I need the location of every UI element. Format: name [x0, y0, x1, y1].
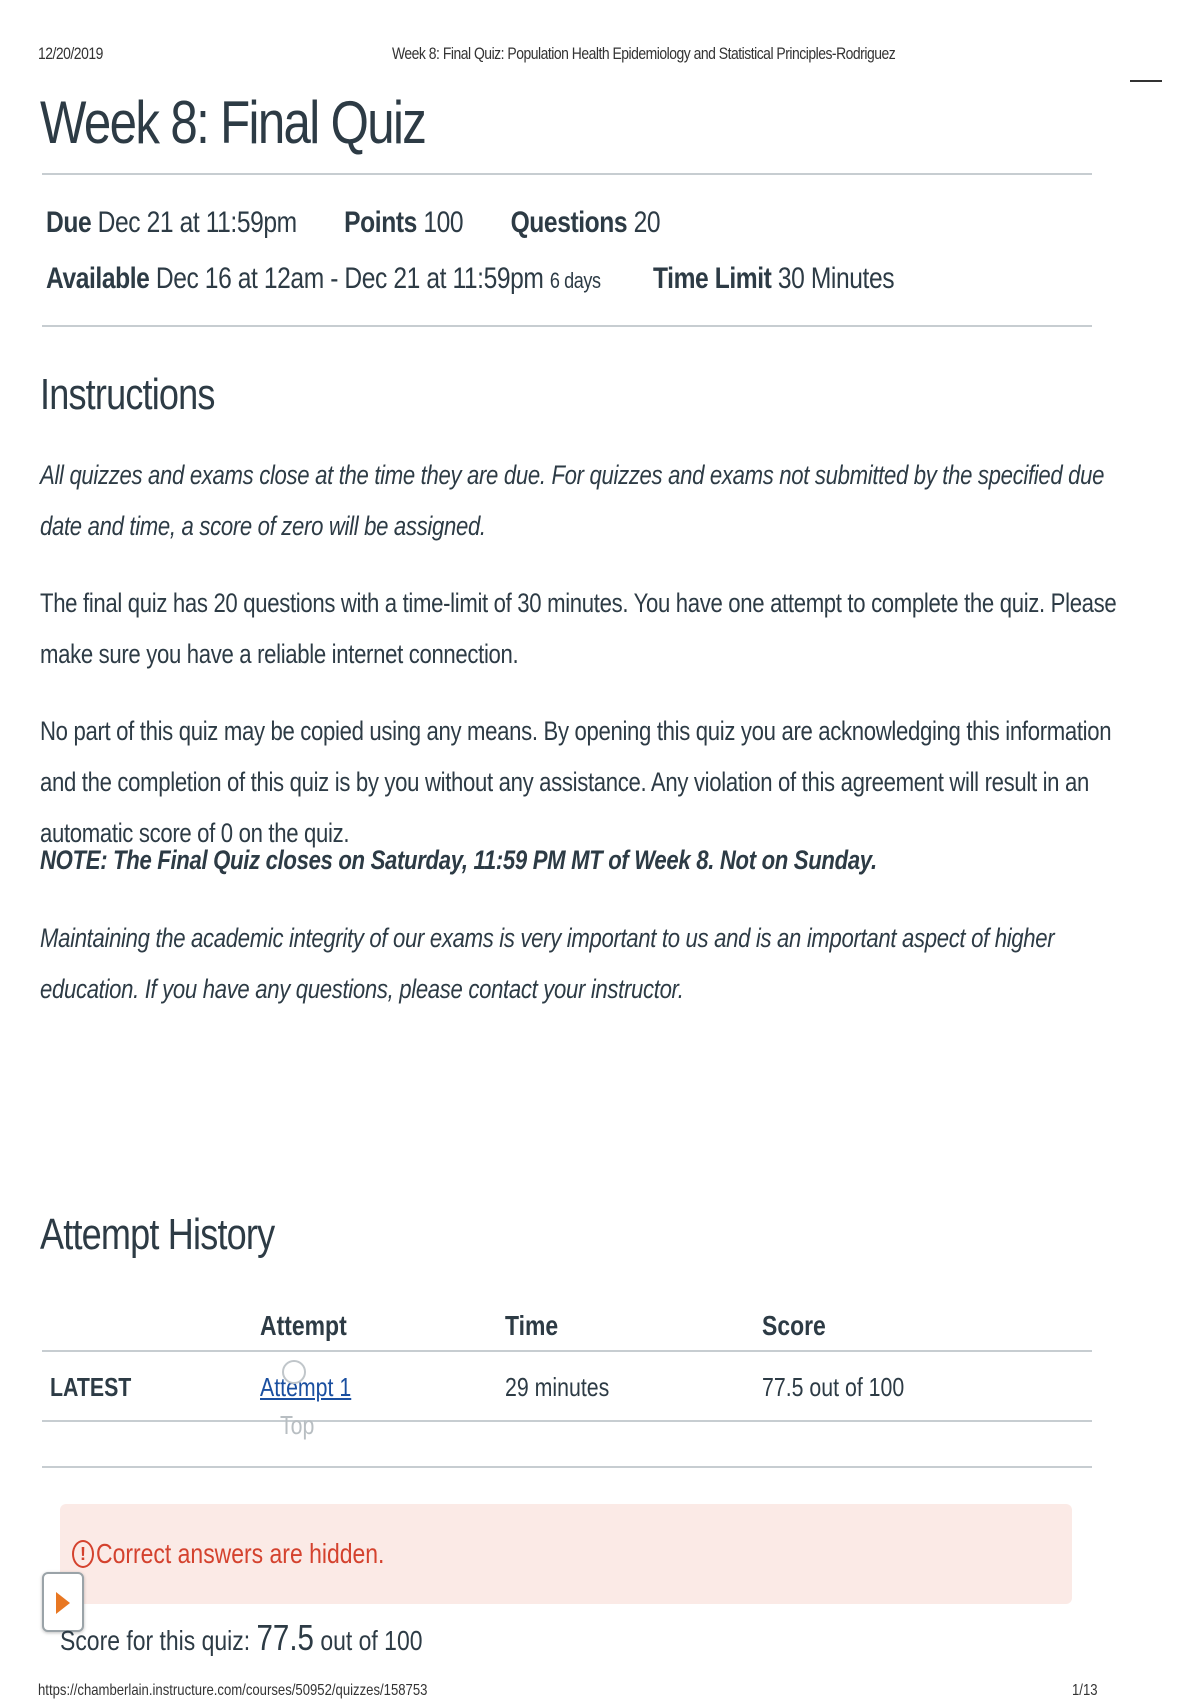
divider [42, 1466, 1092, 1468]
points-label: Points [344, 206, 417, 239]
attempt-time: 29 minutes [505, 1372, 610, 1402]
instructions-paragraph-3: No part of this quiz may be copied using any means. By opening this quiz you are acknowledging this information and the completion of this quiz is by you without any assistance. Any violation of this agreement will result in an automatic score of 0 on the quiz. [40, 716, 1112, 848]
time-limit-label: Time Limit [652, 262, 772, 295]
quiz-meta-row-1 [46, 206, 701, 240]
score-suffix: out of 100 [320, 1625, 423, 1656]
instructions-paragraph-4: Maintaining the academic integrity of our exams is very important to us and is an important aspect of higher education. If you have any questions, please contact your instructor. [40, 923, 1055, 1004]
footer-url: https://chamberlain.instructure.com/courses/50952/quizzes/158753 [38, 1682, 428, 1699]
available-duration: 6 days [549, 268, 601, 293]
questions-label: Questions [510, 206, 628, 239]
score-value: 77.5 [256, 1617, 314, 1658]
time-limit-value: 30 Minutes [777, 262, 895, 295]
available-label: Available [46, 262, 150, 295]
column-header-time: Time [505, 1310, 559, 1341]
latest-tag: LATEST [50, 1372, 132, 1402]
quiz-meta-row-2 [46, 262, 894, 296]
due-value: Dec 21 at 11:59pm [97, 206, 297, 239]
page-title: Week 8: Final Quiz [40, 89, 426, 156]
instructions-paragraph-2: The final quiz has 20 questions with a time-limit of 30 minutes. You have one attempt to complete the quiz. Please make sure you have a reliable internet connection. [40, 588, 1117, 669]
scroll-top-icon[interactable] [282, 1360, 306, 1384]
print-date: 12/20/2019 [38, 44, 103, 63]
print-page-title: Week 8: Final Quiz: Population Health Epidemiology and Statistical Principles-Rodriguez [392, 44, 896, 63]
exclamation-circle-icon: ! [72, 1540, 94, 1568]
due-label: Due [46, 206, 92, 239]
available-value: Dec 16 at 12am - Dec 21 at 11:59pm [155, 262, 544, 295]
divider [42, 1420, 1092, 1422]
divider [42, 173, 1092, 175]
points-value: 100 [423, 206, 464, 239]
attempt-history-heading: Attempt History [40, 1210, 275, 1259]
footer-page-number: 1/13 [1072, 1682, 1098, 1699]
attempt-score: 77.5 out of 100 [762, 1372, 905, 1402]
column-header-attempt: Attempt [260, 1310, 347, 1341]
minimize-icon [1130, 80, 1162, 82]
instructions-paragraph-1: All quizzes and exams close at the time they are due. For quizzes and exams not submitted by the specified due date and time, a score of zero will be assigned. [40, 460, 1105, 541]
score-prefix: Score for this quiz: [60, 1625, 251, 1656]
quiz-score [60, 1617, 423, 1659]
divider [42, 325, 1092, 327]
divider [42, 1350, 1092, 1352]
questions-value: 20 [633, 206, 661, 239]
back-to-top-link[interactable]: Top [280, 1410, 315, 1440]
play-icon [56, 1592, 70, 1614]
column-header-score: Score [762, 1310, 826, 1341]
alert-text: Correct answers are hidden. [96, 1538, 385, 1569]
instructions-note: NOTE: The Final Quiz closes on Saturday, 11:59 PM MT of Week 8. Not on Sunday. [40, 845, 877, 875]
instructions-heading: Instructions [40, 370, 215, 419]
attempt-1-link[interactable]: Attempt 1 [260, 1372, 352, 1402]
